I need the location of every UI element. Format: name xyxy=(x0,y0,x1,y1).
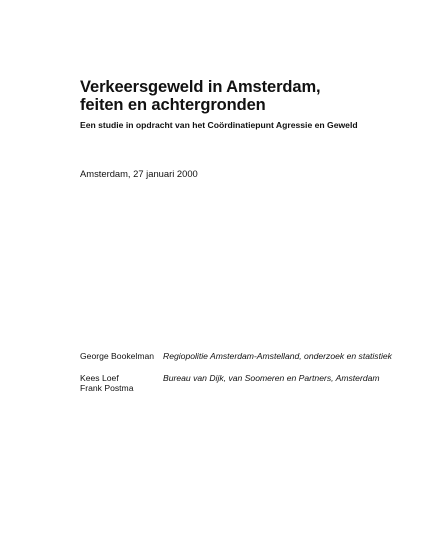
title-line-2: feiten en achtergronden xyxy=(80,96,266,114)
author-names xyxy=(80,373,163,394)
author-name: Frank Postma xyxy=(80,383,134,393)
author-entry-bookelman xyxy=(80,351,403,362)
author-names xyxy=(80,351,163,362)
author-entry-loef-postma xyxy=(80,373,403,394)
author-affiliation: Regiopolitie Amsterdam-Amstelland, onderzoek en statistiek xyxy=(163,351,392,361)
author-affiliation: Bureau van Dijk, van Soomeren en Partners, Amsterdam xyxy=(163,372,380,383)
document-subtitle: Een studie in opdracht van het Coördinatiepunt Agressie en Geweld xyxy=(80,120,358,130)
author-list xyxy=(80,351,403,405)
document-title xyxy=(80,78,321,114)
author-name: George Bookelman xyxy=(80,351,155,361)
title-line-1: Verkeersgeweld in Amsterdam, xyxy=(80,78,321,96)
author-name: Kees Loef xyxy=(80,372,119,383)
document-date: Amsterdam, 27 januari 2000 xyxy=(80,168,198,179)
